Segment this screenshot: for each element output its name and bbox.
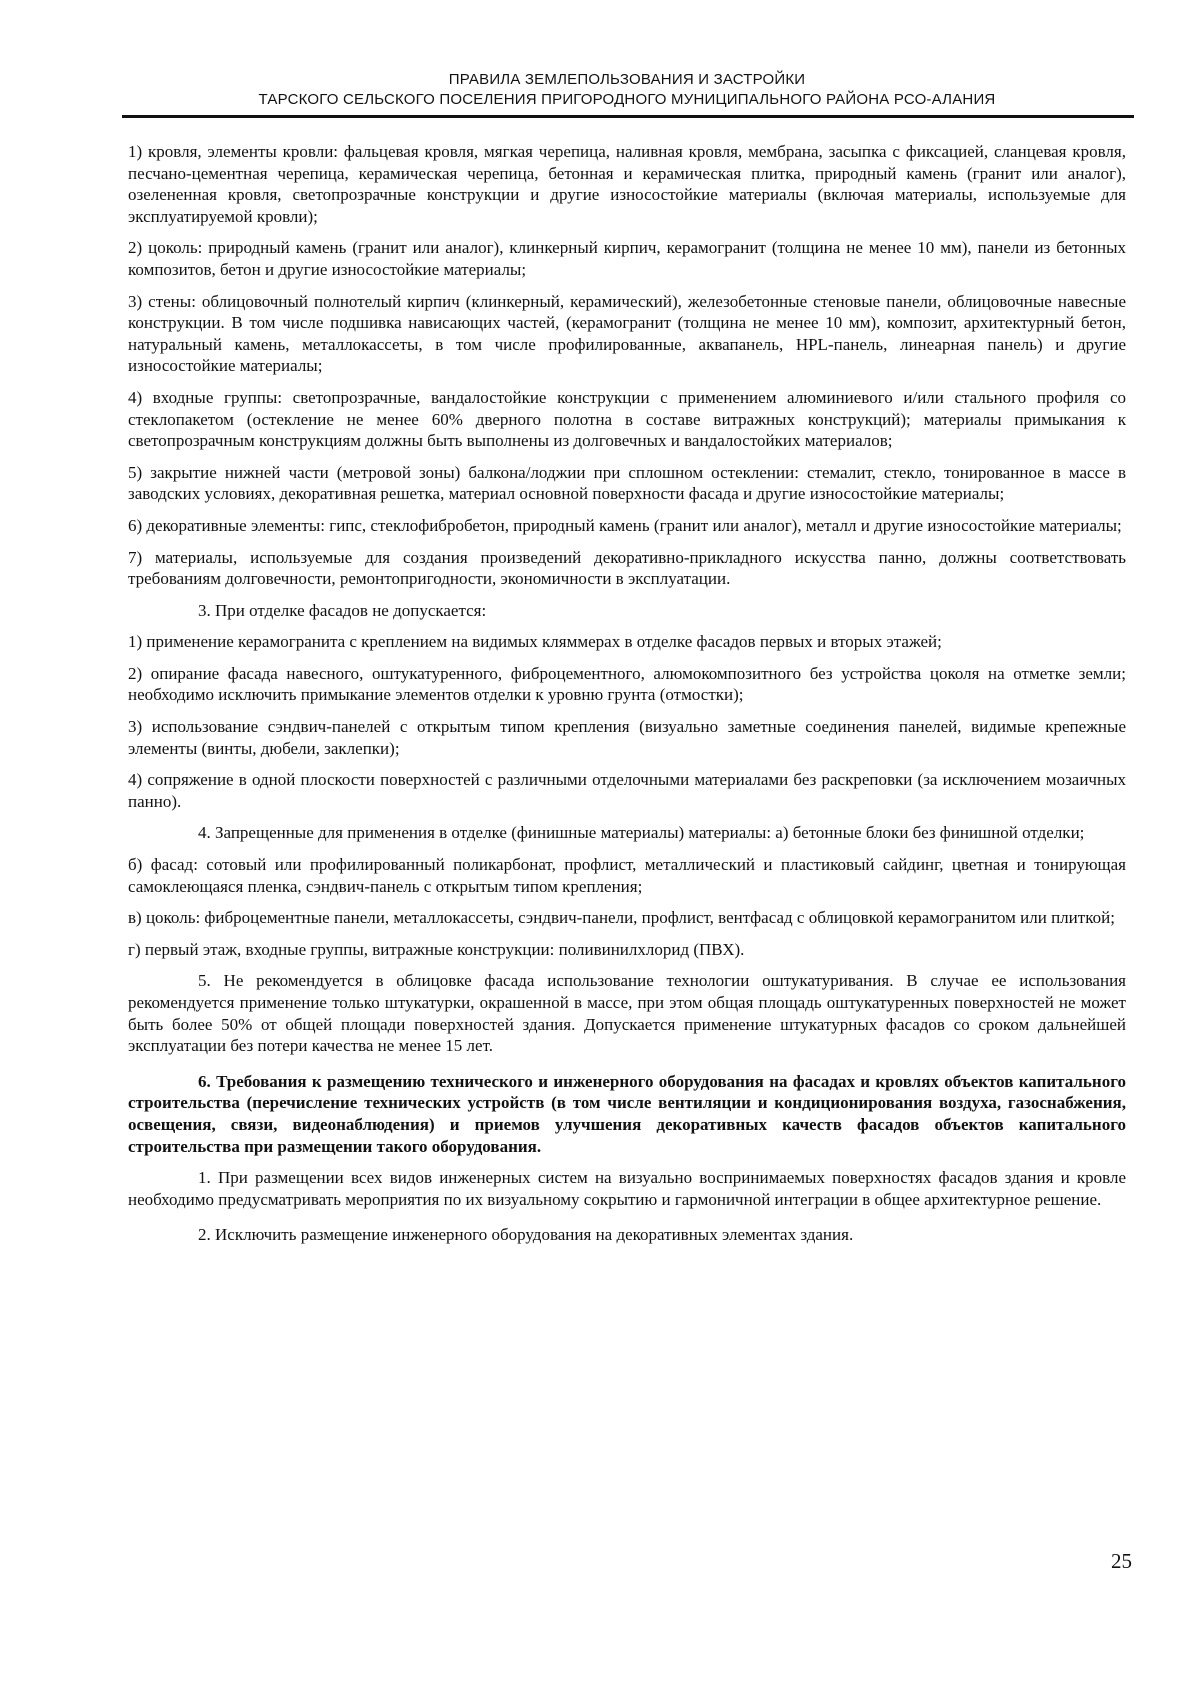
section-6-heading: 6. Требования к размещению технического и инженерного оборудования на фасадах и кровлях объектов капитального строительства (перечисление технических устройств (в том числе вентиляции и кондиционирования воздуха, газоснабжения, освещения, связи, видеонаблюдения) и приемов улучшения декоративных качеств фасадов объектов капитального строительства при размещении такого оборудования. [128,1071,1126,1156]
running-header [122,70,1132,110]
paragraph-section-3-heading: 3. При отделке фасадов не допускается: [198,600,487,620]
paragraph-entrance-groups: 4) входные группы: светопрозрачные, вандалостойкие конструкции с применением алюминиевого и/или стального профиля со стеклопакетом (остекление не менее 60% дверного полотна в составе витражных конструкций); материалы примыкания к светопрозрачным конструкциям должны быть выполнены из долговечных и вандалостойких материалов; [128,387,1126,451]
paragraph-balcony-closing: 5) закрытие нижней части (метровой зоны) балкона/лоджии при сплошном остеклении: стемалит, стекло, тонированное в массе в заводских условиях, декоративная решетка, материал основной поверхности фасада и другие износостойкие материалы; [128,462,1126,504]
paragraph-section-4-forbidden: 4. Запрещенные для применения в отделке (финишные материалы) материалы: а) бетонные блоки без финишной отделки; [198,823,1085,843]
header-title-line-2: ТАРСКОГО СЕЛЬСКОГО ПОСЕЛЕНИЯ ПРИГОРОДНОГО МУНИЦИПАЛЬНОГО РАЙОНА РСО-АЛАНИЯ [258,91,996,108]
paragraph-roofing: 1) кровля, элементы кровли: фальцевая кровля, мягкая черепица, наливная кровля, мембрана, засыпка с фиксацией, сланцевая кровля, песчано-цементная черепица, керамическая черепица, бетонная и керамическая плитка, природный камень (гранит или аналог), озелененная кровля, светопрозрачные конструкции и другие износостойкие материалы (включая материалы, используемые для эксплуатируемой кровли); [128,142,1126,226]
paragraph-forbidden-plinth: в) цоколь: фиброцементные панели, металлокассеты, сэндвич-панели, профлист, вентфасад с облицовкой керамогранитом или плиткой; [128,908,1115,928]
paragraph-no-porcelain-clamps: 1) применение керамогранита с креплением на видимых кляммерах в отделке фасадов первых и вторых этажей; [128,632,942,652]
page-number: 25 [1111,1549,1132,1573]
paragraph-section-5-plaster: 5. Не рекомендуется в облицовке фасада использование технологии оштукатуривания. В случае ее использования рекомендуется применение только штукатурки, окрашенной в массе, при этом общая площадь оштукатуренных поверхностей не может быть более 50% от общей площади поверхностей здания. Допускается применение штукатурных фасадов со сроком дальнейшей эксплуатации без потери качества не менее 15 лет. [128,971,1126,1056]
paragraph-forbidden-first-floor: г) первый этаж, входные группы, витражные конструкции: поливинилхлорид (ПВХ). [128,939,745,959]
header-title-line-1: ПРАВИЛА ЗЕМЛЕПОЛЬЗОВАНИЯ И ЗАСТРОЙКИ [448,71,806,88]
paragraph-no-equipment-on-decor: 2. Исключить размещение инженерного оборудования на декоративных элементах здания. [198,1225,854,1245]
paragraph-no-facade-support: 2) опирание фасада навесного, оштукатуренного, фиброцементного, алюмокомпозитного без устройства цоколя на отметке земли; необходимо исключить примыкание элементов отделки к уровню грунта (отмостки); [128,663,1126,705]
paragraph-no-coplanar-joining: 4) сопряжение в одной плоскости поверхностей с различными отделочными материалами без раскреповки (за исключением мозаичных панно). [128,770,1126,811]
paragraph-decorative-elements: 6) декоративные элементы: гипс, стеклофибробетон, природный камень (гранит или аналог), металл и другие износостойкие материалы; [128,515,1122,535]
paragraph-no-sandwich-panels: 3) использование сэндвич-панелей с открытым типом крепления (визуально заметные соединения панелей, видимые крепежные элементы (винты, дюбели, заклепки); [128,717,1126,758]
paragraph-decorative-art: 7) материалы, используемые для создания произведений декоративно-прикладного искусства панно, должны соответствовать требованиям долговечности, ремонтопригодности, экономичности в эксплуатации. [128,547,1126,589]
paragraph-plinth: 2) цоколь: природный камень (гранит или аналог), клинкерный кирпич, керамогранит (толщина не менее 10 мм), панели из бетонных композитов, бетон и другие износостойкие материалы; [128,238,1126,279]
paragraph-engineering-concealment: 1. При размещении всех видов инженерных систем на визуально воспринимаемых поверхностях фасадов здания и кровле необходимо предусматривать мероприятия по их визуальному сокрытию и гармоничной интеграции в общее архитектурное решение. [128,1168,1126,1209]
paragraph-forbidden-facade: б) фасад: сотовый или профилированный поликарбонат, профлист, металлический и пластиковый сайдинг, цветная и тонирующая самоклеющаяся пленка, сэндвич-панель с открытым типом крепления; [128,855,1126,896]
paragraph-walls: 3) стены: облицовочный полнотелый кирпич (клинкерный, керамический), железобетонные стеновые панели, облицовочные навесные конструкции. В том числе подшивка нависающих частей, (керамогранит (толщина не менее 10 мм), композит, архитектурный бетон, натуральный камень, металлокассеты, в том числе профилированные, аквапанель, HPL-панель, линеарная панель) и другие износостойкие материалы; [128,291,1126,376]
document-body [128,141,1126,1256]
header-divider [122,115,1134,118]
